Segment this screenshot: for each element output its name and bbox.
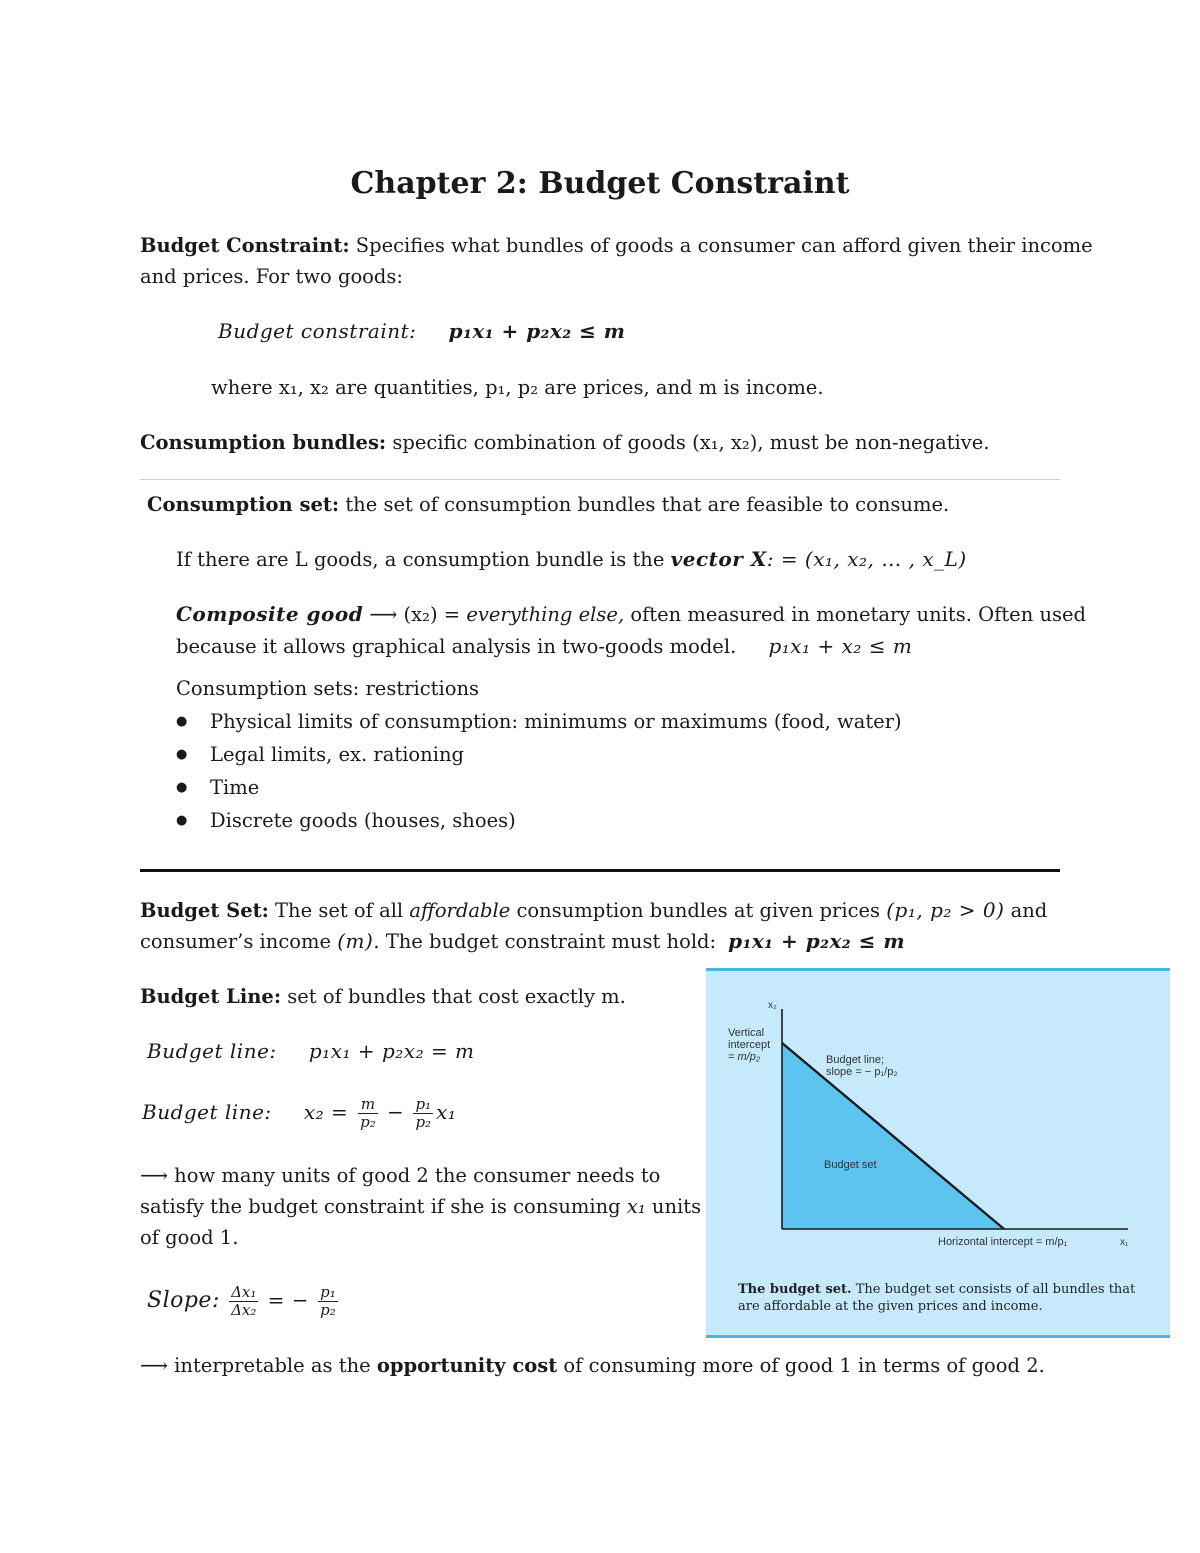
definition-text: specific combination of goods (x₁, x₂), must be non-negative.: [392, 431, 990, 454]
list-item: ● Discrete goods (houses, shoes): [176, 804, 902, 837]
term-budget-constraint: Budget Constraint:: [140, 234, 350, 257]
vector-formula: : = (x₁, x₂, … , x_L): [766, 547, 967, 571]
budget-set-income: (m): [337, 929, 374, 953]
composite-arrow: ⟶ (x₂) =: [363, 603, 467, 626]
budget-set-line2-b: . The budget constraint must hold:: [373, 930, 717, 953]
fraction-p1-over-p2: $\frac{\text{p₁}}{\text{p₂}}$: [320, 1283, 336, 1319]
budget-constraint-formula: [218, 316, 625, 347]
x-axis-label: x₁: [1120, 1237, 1129, 1248]
vector-term: vector X: [670, 547, 767, 571]
thick-divider: [140, 869, 1060, 872]
budget-set-def-b: consumption bundles at given prices: [510, 899, 887, 922]
definition-text: set of bundles that cost exactly m.: [281, 985, 626, 1008]
budget-set-definition-2: [140, 926, 905, 957]
eq2-minus: −: [386, 1100, 405, 1124]
budget-constraint-definition-cont: and prices. For two goods:: [140, 265, 403, 288]
list-item: ● Time: [176, 771, 902, 804]
budget-line-definition: [140, 981, 626, 1012]
term-budget-line: Budget Line:: [140, 985, 282, 1008]
budget-set-label: Budget set: [824, 1159, 877, 1171]
vertical-intercept-label-2: intercept: [728, 1039, 771, 1051]
budget-set-def-a: The set of all: [268, 899, 410, 922]
budget-line-label-2: slope = − p₁/p₂: [826, 1066, 898, 1078]
vertical-intercept-label-1: Vertical: [728, 1027, 765, 1039]
budget-set-def-c: and: [1004, 899, 1048, 922]
eq1: p₁x₁ + p₂x₂ = m: [308, 1039, 475, 1063]
eq1-label: Budget line:: [147, 1039, 277, 1063]
fraction-m-over-p2: $\frac{m}{\text{p₂}}$: [360, 1095, 376, 1131]
composite-line2: because it allows graphical analysis in two-goods model.: [176, 635, 737, 658]
budget-set-diagram: [706, 971, 1170, 1335]
term-budget-set: Budget Set:: [140, 899, 269, 922]
slope-eq: = −: [267, 1288, 309, 1312]
page-title: Chapter 2: Budget Constraint: [350, 166, 850, 201]
budget-set-formula: p₁x₁ + p₂x₂ ≤ m: [728, 929, 906, 953]
formula: p₁x₁ + p₂x₂ ≤ m: [448, 319, 626, 343]
budget-line-explain-3: of good 1.: [140, 1226, 239, 1249]
eq2-lhs: x₂ =: [303, 1100, 356, 1124]
budget-line-eq1: [147, 1036, 475, 1067]
restrictions-heading: Consumption sets: restrictions: [176, 677, 480, 700]
consumption-set-definition: [147, 489, 949, 520]
composite-good-line-2: [176, 631, 912, 662]
vector-line: [176, 544, 967, 575]
opportunity-cost-term: opportunity cost: [376, 1354, 558, 1377]
list-item: ● Legal limits, ex. rationing: [176, 738, 902, 771]
opportunity-cost-line: ⟶ interpretable as the opportunity cost of consuming more of good 1 in terms of good 2.: [140, 1354, 1045, 1377]
figure-caption-line-2: are affordable at the given prices and income.: [738, 1299, 1043, 1314]
vector-pre: If there are L goods, a consumption bundle is the: [176, 548, 665, 571]
budget-set-line2-a: consumer’s income: [140, 930, 338, 953]
y-axis-label: x₂: [768, 1000, 777, 1011]
budget-line-explain-1: ⟶ how many units of good 2 the consumer needs to: [140, 1164, 661, 1187]
budget-set-italic: affordable: [409, 899, 511, 922]
consumption-bundles-definition: [140, 427, 990, 458]
definition-text: Specifies what bundles of goods a consumer can afford given their income: [355, 234, 1093, 257]
budget-constraint-definition: [140, 230, 1093, 261]
horizontal-intercept-label: Horizontal intercept = m/p₁: [938, 1236, 1068, 1248]
fraction-p1-over-p2: $\frac{\text{p₁}}{\text{p₂}}$: [415, 1095, 432, 1131]
fraction-dx1-over-dx2: $\frac{\text{Δx₁}}{\text{Δx₂}}$: [231, 1283, 257, 1319]
budget-line-eq2: [142, 1090, 456, 1135]
definition-text: the set of consumption bundles that are feasible to consume.: [345, 493, 950, 516]
composite-term: Composite good: [176, 602, 364, 626]
composite-good-line: [176, 599, 1086, 630]
figure-caption-line-1: The budget set. The budget set consists of all bundles that: [738, 1282, 1136, 1297]
vertical-intercept-label-3: = m/p₂: [728, 1051, 761, 1063]
budget-set-figure: [706, 968, 1170, 1338]
where-line: where x₁, x₂ are quantities, p₁, p₂ are prices, and m is income.: [211, 376, 824, 399]
budget-set-prices: (p₁, p₂ > 0): [886, 898, 1005, 922]
eq2-label: Budget line:: [142, 1100, 272, 1124]
thin-divider: [140, 479, 1060, 480]
budget-line-explain-2: satisfy the budget constraint if she is consuming x₁ units: [140, 1195, 702, 1218]
budget-set-definition: [140, 895, 1047, 926]
slope-label: Slope:: [147, 1288, 220, 1313]
budget-line-label-1: Budget line;: [826, 1054, 885, 1066]
restrictions-list: [176, 705, 902, 837]
composite-formula: p₁x₁ + x₂ ≤ m: [768, 634, 913, 658]
composite-italic: everything else,: [466, 603, 625, 626]
term-consumption-bundles: Consumption bundles:: [140, 431, 387, 454]
list-item: ● Physical limits of consumption: minimums or maximums (food, water): [176, 705, 902, 738]
slope-equation: [147, 1278, 341, 1323]
formula-label: Budget constraint:: [218, 319, 417, 343]
eq2-tail: x₁: [436, 1100, 457, 1124]
composite-rest: often measured in monetary units. Often used: [624, 603, 1087, 626]
term-consumption-set: Consumption set:: [147, 493, 340, 516]
